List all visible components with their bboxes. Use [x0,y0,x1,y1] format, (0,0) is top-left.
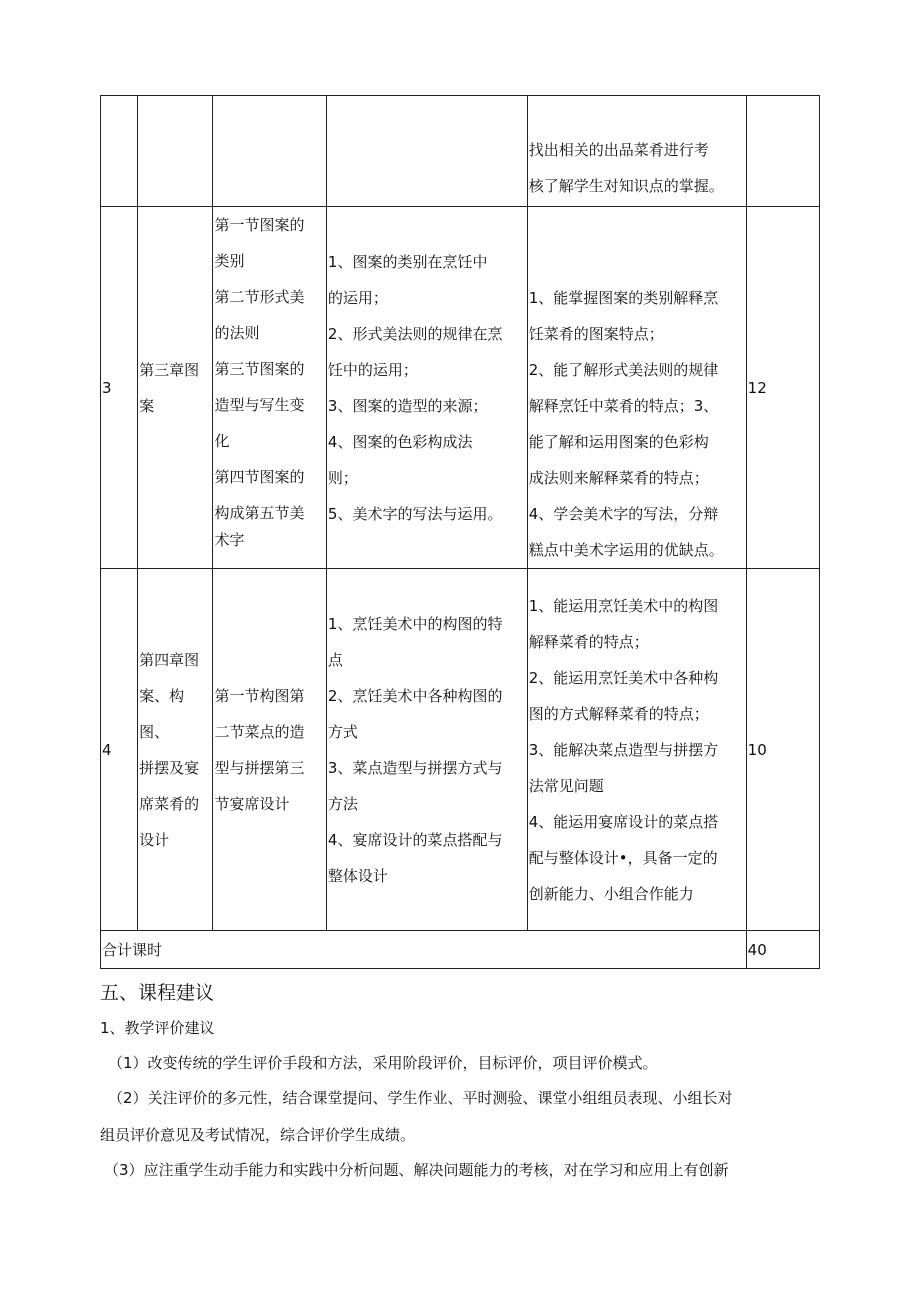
goals-cell [527,96,746,207]
chapter-cell [138,207,213,569]
sections-cell [213,207,326,569]
chapter-line: 拼摆及宴 [139,758,200,777]
content-line: 方式 [327,722,358,741]
content-line: 则； [327,468,358,487]
sections-line: 造型与写生变 [214,396,305,414]
content-line: 5、美术字的写法与运用。 [327,504,503,523]
goals-line: 成法则来解释菜肴的特点； [528,469,709,487]
subsection-title: 1、教学评价建议 [100,1019,215,1037]
goals-line: 2、能运用烹饪美术中各种构 [528,668,719,687]
content-line: 3、图案的造型的来源； [327,396,488,415]
content-line: 2、形式美法则的规律在烹 [327,324,503,343]
content-line: 整体设计 [327,866,388,885]
goals-line: 4、学会美术字的写法，分辩 [528,505,719,523]
hours-cell: 12 [746,207,819,569]
goals-line: 解释菜肴的特点； [528,632,649,651]
section-heading: 五、课程建议 [100,982,215,1004]
content-cell [326,207,527,569]
sections-line: 的法则 [214,324,260,342]
goals-line: 饪菜肴的图案特点； [528,325,664,343]
chapter-line: 第四章图 [139,650,200,669]
goals-line: 解释烹饪中菜肴的特点；3、 [528,397,719,415]
sections-line: 二节菜点的造 [214,722,305,741]
content-line: 方法 [327,794,358,813]
sections-line: 第二节形式美 [214,288,305,306]
goals-cell [527,207,746,569]
goals-line: 配与整体设计•，具备一定的 [528,848,718,867]
goals-cell [527,569,746,931]
table-row-chapter-4 [101,569,820,931]
content-line: 1、烹饪美术中的构图的特 [327,614,503,633]
sections-line: 第一节图案的 [214,216,305,234]
sections-cell [213,569,326,931]
content-line: 3、菜点造型与拼摆方式与 [327,758,503,777]
sections-cell [213,96,326,207]
table-row-total [101,931,820,969]
chapter-cell [138,96,213,207]
goals-line: 找出相关的出品菜肴进行考 [528,141,709,159]
hours-cell [746,96,819,207]
content-cell [326,569,527,931]
goals-line: 1、能掌握图案的类别解释烹 [528,289,719,307]
no-cell: 3 [101,207,138,569]
paragraph-item: 组员评价意见及考试情况，综合评价学生成绩。 [100,1126,416,1144]
total-hours-cell: 40 [746,931,819,969]
chapter-cell [138,569,213,931]
sections-line: 节宴席设计 [214,794,290,813]
hours-cell: 10 [746,569,819,931]
content-line: 1、图案的类别在烹饪中 [327,252,488,271]
content-line: 饪中的运用； [327,360,418,379]
goals-line: 糕点中美术字运用的优缺点。 [528,541,724,559]
table-row-continued [101,96,820,207]
total-label-cell: 合计课时 [101,931,747,969]
goals-line: 4、能运用宴席设计的菜点搭 [528,812,719,831]
goals-line: 创新能力、小组合作能力 [528,884,694,903]
goals-line: 核了解学生对知识点的掌握。 [528,177,724,195]
sections-line: 第三节图案的 [214,360,305,378]
sections-line: 化 [214,432,230,450]
goals-line: 2、能了解形式美法则的规律 [528,361,719,379]
course-schedule-table [100,95,820,969]
chapter-line: 设计 [139,830,170,849]
sections-line: 第四节图案的 [214,468,305,486]
content-line: 4、宴席设计的菜点搭配与 [327,830,503,849]
content-line: 2、烹饪美术中各种构图的 [327,686,503,705]
goals-line: 能了解和运用图案的色彩构 [528,433,709,451]
goals-line: 图的方式解释菜肴的特点； [528,704,709,723]
no-cell: 4 [101,569,138,931]
goals-line: 法常见问题 [528,776,604,795]
content-line: 的运用； [327,288,388,307]
table-row-chapter-3 [101,207,820,569]
chapter-line: 案、构图、 [139,686,185,741]
goals-line: 1、能运用烹饪美术中的构图 [528,596,719,615]
content-line: 点 [327,650,343,669]
paragraph-item: （3）应注重学生动手能力和实践中分析问题、解决问题能力的考核，对在学习和应用上有创新 [104,1161,729,1179]
no-cell [101,96,138,207]
sections-line: 类别 [214,252,245,270]
sections-line: 第一节构图第 [214,686,305,705]
content-cell [326,96,527,207]
chapter-line: 案 [139,396,155,415]
sections-line: 构成第五节美 [214,504,305,522]
chapter-line: 席菜肴的 [139,794,200,813]
chapter-line: 第三章图 [139,360,200,379]
paragraph-item: （1）改变传统的学生评价手段和方法，采用阶段评价，目标评价，项目评价模式。 [108,1054,658,1072]
goals-line: 3、能解决菜点造型与拼摆方 [528,740,719,759]
sections-line: 术字 [214,531,245,549]
sections-line: 型与拼摆第三 [214,758,305,777]
content-line: 4、图案的色彩构成法 [327,432,473,451]
paragraph-item: （2）关注评价的多元性，结合课堂提问、学生作业、平时测验、课堂小组组员表现、小组长对 [108,1089,733,1107]
